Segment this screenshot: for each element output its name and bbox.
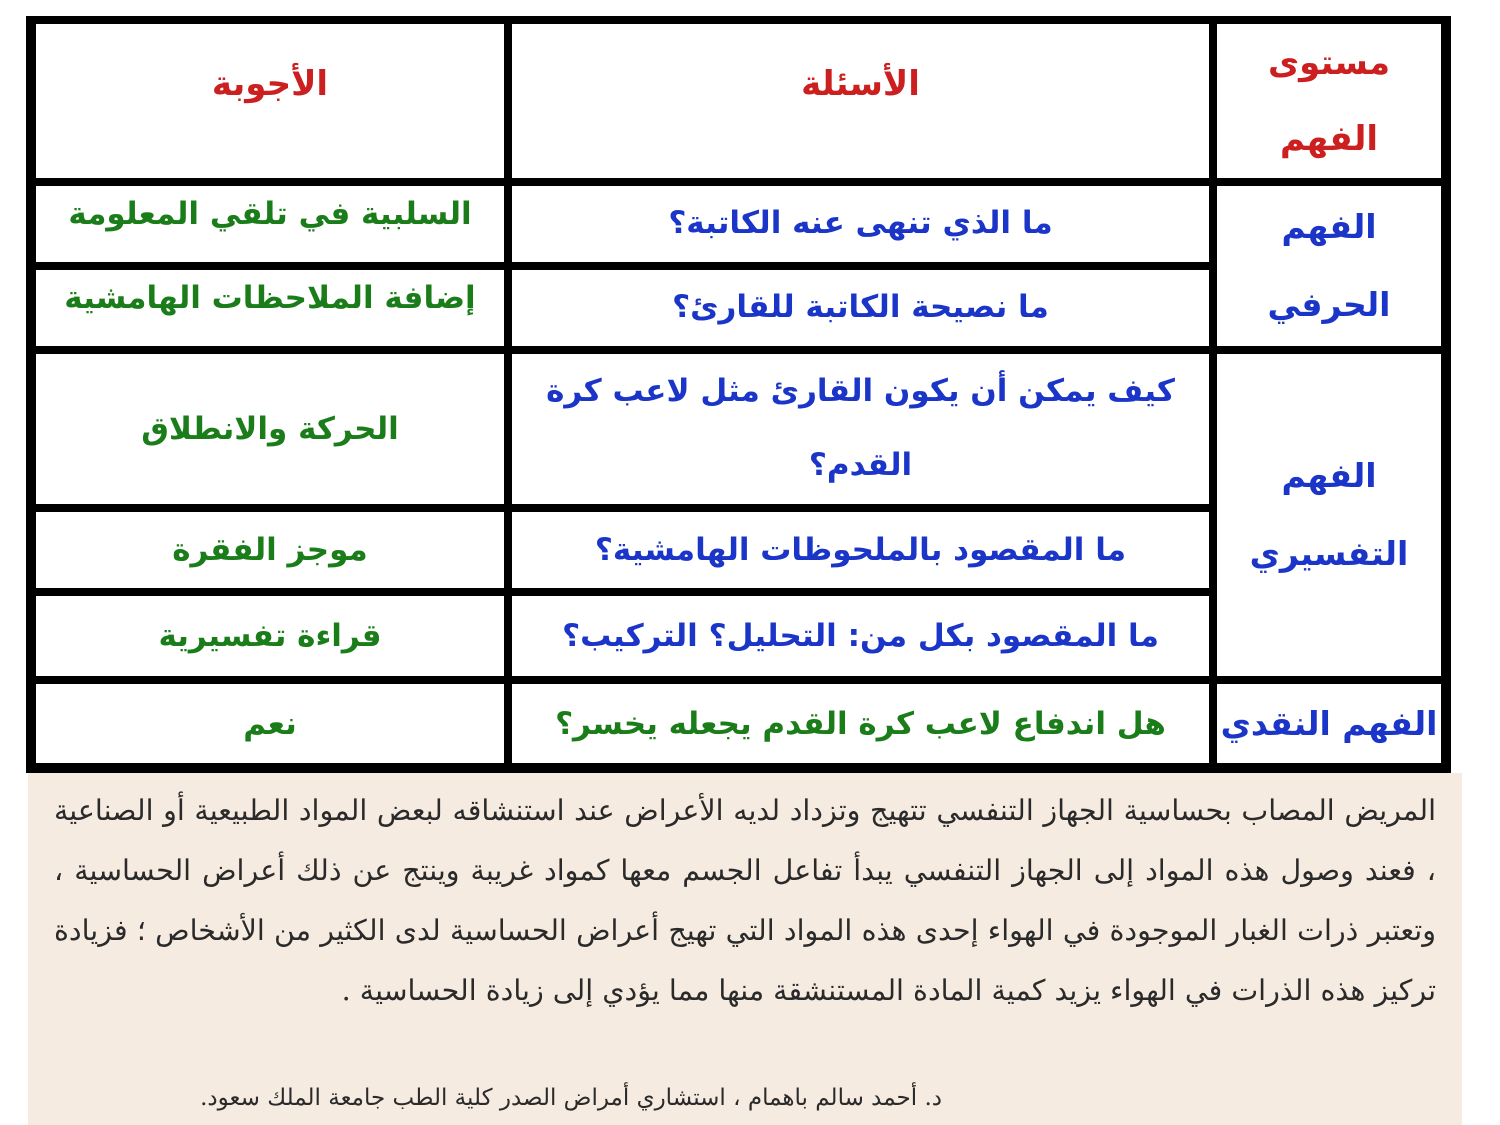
header-questions bbox=[512, 24, 1209, 178]
header-questions-text: الأسئلة bbox=[801, 64, 920, 104]
answer-text: السلبية في تلقي المعلومة bbox=[68, 196, 472, 232]
passage-source: د. أحمد سالم باهمام ، استشاري أمراض الصدر كلية الطب جامعة الملك سعود. bbox=[200, 1085, 942, 1111]
level-critical bbox=[1217, 684, 1441, 763]
question-cell bbox=[512, 684, 1209, 763]
answer-cell bbox=[36, 354, 504, 504]
reading-passage bbox=[28, 773, 1462, 1125]
answer-text: نعم bbox=[243, 705, 297, 742]
question-cell bbox=[512, 354, 1209, 504]
level-interpretive-text: الفهم التفسيري bbox=[1249, 456, 1409, 573]
question-text: كيف يمكن أن يكون القارئ مثل لاعب كرة القدم؟ bbox=[546, 373, 1175, 483]
answer-text: إضافة الملاحظات الهامشية bbox=[64, 280, 476, 316]
level-literal bbox=[1217, 186, 1441, 346]
answer-cell bbox=[36, 512, 504, 588]
passage-text: المريض المصاب بحساسية الجهاز التنفسي تتهيج وتزداد لديه الأعراض عند استنشاقه لبعض المواد الطبيعية أو الصناعية ، فعند وصول هذه المواد إلى الجهاز التنفسي يبدأ تفاعل الجسم معها كمواد غريبة وينتج عن ذلك أعراض الحساسية ، وتعتبر ذرات الغبار الموجودة في الهواء إحدى هذه المواد التي تهيج أعراض الحساسية لدى الكثير من الأشخاص ؛ فزيادة تركيز هذه الذرات في الهواء يزيد كمية المادة المستنشقة منها مما يؤدي إلى زيادة الحساسية . bbox=[54, 794, 1436, 1007]
answer-cell bbox=[36, 596, 504, 676]
answer-cell bbox=[36, 270, 504, 346]
header-answers-text: الأجوبة bbox=[211, 64, 329, 104]
answer-text: الحركة والانطلاق bbox=[141, 411, 399, 447]
answer-text: موجز الفقرة bbox=[172, 532, 368, 568]
answer-cell bbox=[36, 684, 504, 763]
header-level-text: مستوى الفهم bbox=[1267, 43, 1390, 159]
question-text: ما نصيحة الكاتبة للقارئ؟ bbox=[672, 289, 1049, 325]
header-level bbox=[1217, 24, 1441, 178]
header-answers bbox=[36, 24, 504, 178]
question-cell bbox=[512, 512, 1209, 588]
question-text: ما المقصود بالملحوظات الهامشية؟ bbox=[594, 532, 1127, 568]
answer-cell bbox=[36, 186, 504, 262]
question-cell bbox=[512, 596, 1209, 676]
level-critical-text: الفهم النقدي bbox=[1220, 703, 1438, 743]
question-text: ما المقصود بكل من: التحليل؟ التركيب؟ bbox=[562, 618, 1159, 654]
level-interpretive bbox=[1217, 354, 1441, 676]
level-literal-text: الفهم الحرفي bbox=[1267, 207, 1391, 324]
question-cell bbox=[512, 270, 1209, 346]
question-text: ما الذي تنهى عنه الكاتبة؟ bbox=[668, 205, 1053, 241]
question-cell bbox=[512, 186, 1209, 262]
question-text: هل اندفاع لاعب كرة القدم يجعله يخسر؟ bbox=[555, 705, 1166, 742]
comprehension-table bbox=[26, 16, 1451, 773]
answer-text: قراءة تفسيرية bbox=[158, 618, 382, 654]
